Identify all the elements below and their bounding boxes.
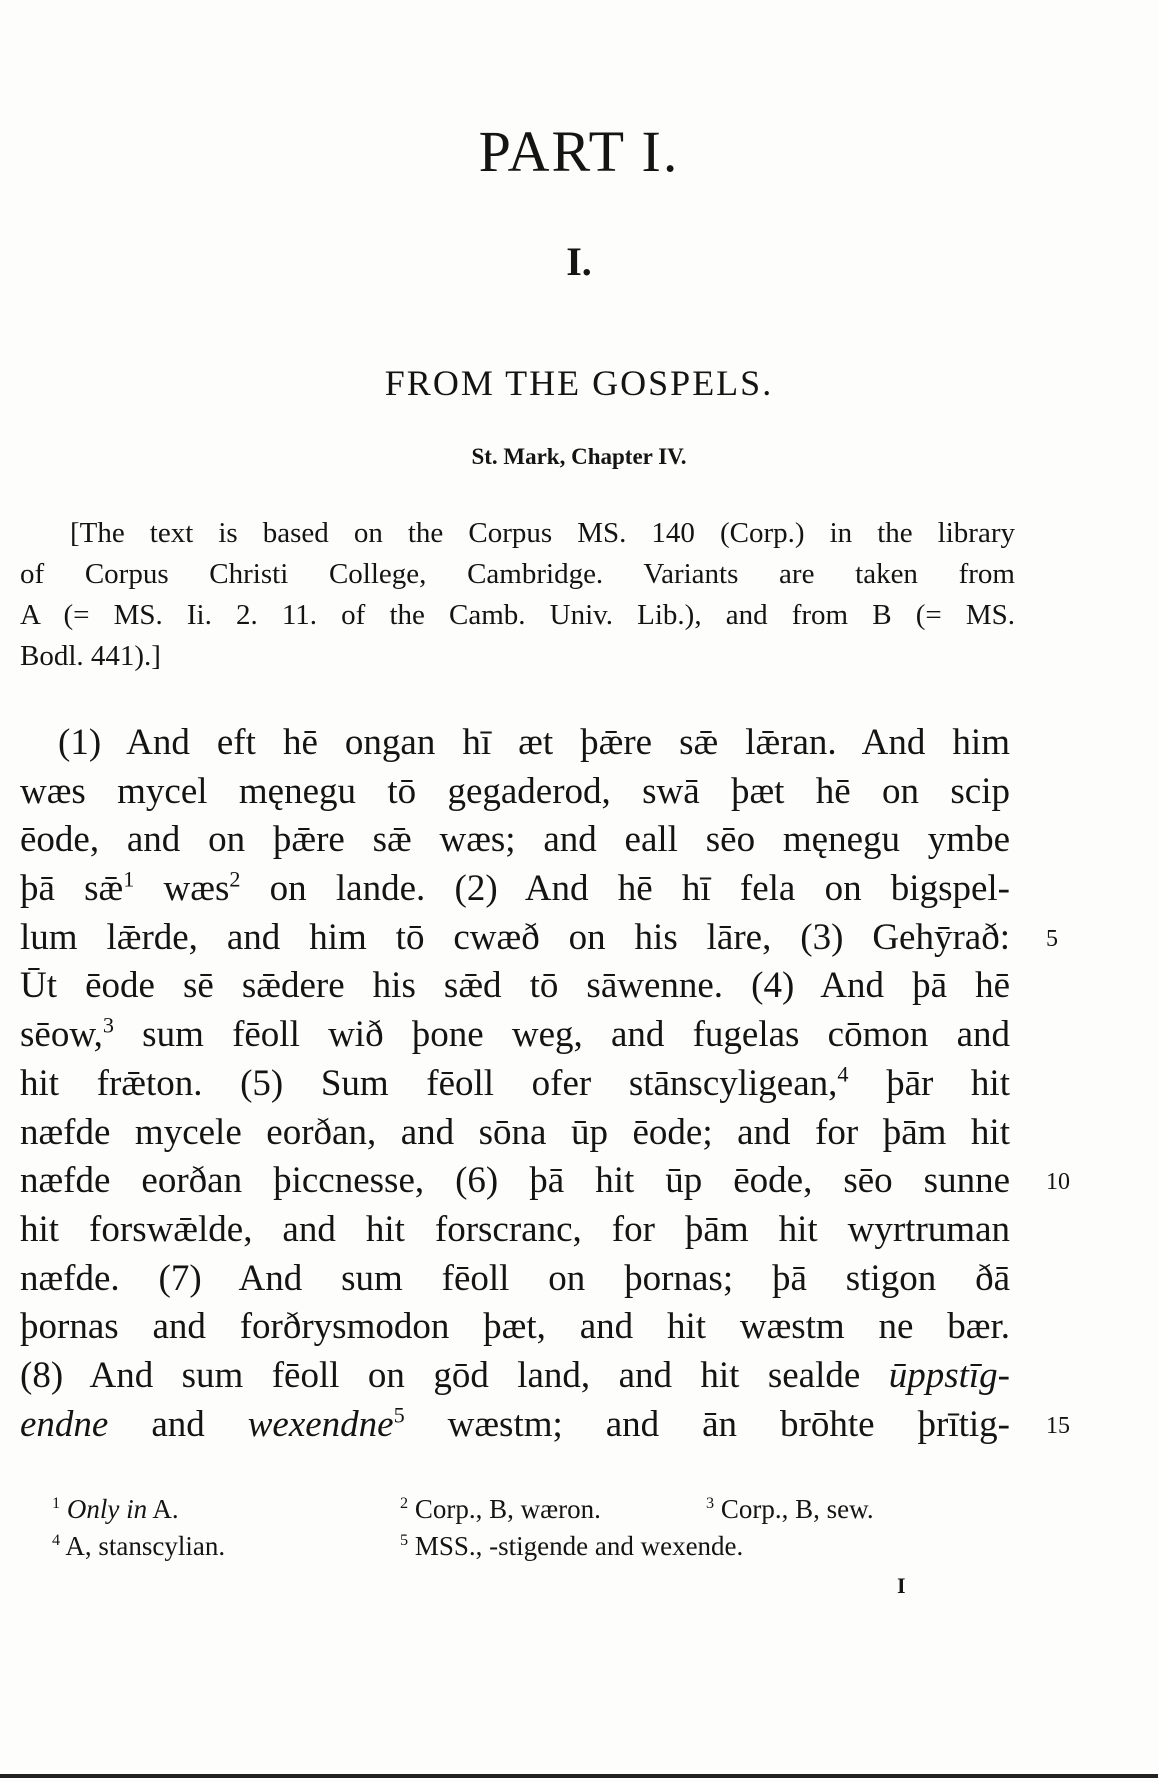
footnote-text: A. bbox=[147, 1494, 179, 1524]
text-segment: þār hit bbox=[848, 1062, 1010, 1104]
line-number: 10 bbox=[1046, 1169, 1070, 1196]
section-title: FROM THE GOSPELS. bbox=[384, 363, 774, 403]
text-segment: (1) And eft hē ongan hī æt þǣre sǣ lǣran. And him bbox=[58, 722, 1010, 763]
text-line bbox=[20, 1401, 1010, 1450]
intro-line: Bodl. 441).] bbox=[20, 640, 161, 672]
footnote-marker: 5 bbox=[400, 1531, 409, 1549]
text-segment: næfde mycele eorðan, and sōna ūp ēode; and for þām hit bbox=[20, 1111, 1010, 1153]
text-segment: sēow, bbox=[20, 1014, 103, 1056]
text-line bbox=[20, 1060, 1010, 1109]
text-segment: sum fēoll wið þone weg, and fugelas cōmon and bbox=[113, 1014, 1010, 1056]
footnote-reference: 1 bbox=[123, 866, 135, 892]
text-line bbox=[20, 914, 1010, 963]
text-segment: wæs bbox=[134, 868, 230, 910]
text-segment: (8) And sum fēoll on gōd land, and hit sealde bbox=[20, 1354, 889, 1396]
text-segment: hit forswǣlde, and hit forscranc, for þām hit wyrtruman bbox=[20, 1208, 1010, 1250]
intro-line: [The text is based on the Corpus MS. 140 (Corp.) in the library bbox=[70, 517, 1015, 549]
text-segment: þā sǣ bbox=[20, 868, 124, 910]
intro-line: A (= MS. Ii. 2. 11. of the Camb. Univ. Lib.), and from B (= MS. bbox=[20, 599, 1015, 631]
footnote-reference: 3 bbox=[102, 1012, 114, 1038]
text-line bbox=[20, 719, 1010, 768]
footnote-4 bbox=[52, 1531, 225, 1562]
footnote-text: MSS., -stigende and wexende. bbox=[414, 1531, 744, 1561]
footnote-text: Corp., B, sew. bbox=[720, 1494, 874, 1524]
text-line bbox=[20, 962, 1010, 1011]
intro-paragraph bbox=[20, 513, 1015, 677]
text-segment: lum lǣrde, and him tō cwæð on his lāre, (3) Gehȳrað: bbox=[20, 916, 1010, 958]
text-line bbox=[20, 1109, 1010, 1158]
text-line bbox=[20, 1157, 1010, 1206]
footnote-3 bbox=[706, 1494, 874, 1525]
text-segment: and bbox=[108, 1403, 248, 1445]
text-segment: Ūt ēode sē sǣdere his sǣd tō sāwenne. (4) And þā hē bbox=[20, 965, 1010, 1007]
text-segment: hit frǣton. (5) Sum fēoll ofer stānscyligean, bbox=[20, 1062, 838, 1104]
text-line bbox=[20, 1352, 1010, 1401]
footnote-marker: 3 bbox=[706, 1494, 715, 1512]
text-segment: næfde. (7) And sum fēoll on þornas; þā stigon ðā bbox=[20, 1257, 1010, 1299]
text-segment: endne bbox=[20, 1403, 109, 1445]
text-segment: ēode, and on þǣre sǣ wæs; and eall sēo męnegu ymbe bbox=[20, 819, 1010, 861]
line-number: 15 bbox=[1046, 1412, 1070, 1439]
text-segment: ūppstīg- bbox=[888, 1354, 1010, 1396]
text-segment: wæstm; and ān brōhte þrītig- bbox=[404, 1403, 1010, 1445]
page-number: I bbox=[897, 1573, 906, 1598]
footnote-1 bbox=[52, 1494, 179, 1525]
text-segment: þornas and forðrysmodon þæt, and hit wæstm ne bær. bbox=[20, 1306, 1010, 1348]
text-segment: wexendne bbox=[247, 1403, 394, 1445]
part-title: PART I. bbox=[478, 119, 680, 184]
footnote-reference: 5 bbox=[393, 1402, 405, 1428]
footnote-2 bbox=[400, 1494, 601, 1525]
text-segment: næfde eorðan þiccnesse, (6) þā hit ūp ēode, sēo sunne bbox=[20, 1160, 1010, 1202]
scan-edge-rule bbox=[0, 1774, 1158, 1778]
text-line bbox=[20, 768, 1010, 817]
text-segment: wæs mycel męnegu tō gegaderod, swā þæt hē on scip bbox=[20, 770, 1010, 812]
footnote-text: Corp., B, wæron. bbox=[414, 1494, 601, 1524]
text-line bbox=[20, 1011, 1010, 1060]
main-text bbox=[20, 719, 1010, 1449]
text-line bbox=[20, 865, 1010, 914]
footnote-marker: 2 bbox=[400, 1494, 409, 1512]
text-segment: on lande. (2) And hē hī fela on bigspel- bbox=[240, 868, 1011, 910]
footnote-marker: 1 bbox=[52, 1494, 61, 1512]
chapter-subtitle: St. Mark, Chapter IV. bbox=[471, 444, 687, 469]
text-line bbox=[20, 1255, 1010, 1304]
text-line bbox=[20, 816, 1010, 865]
footnote-5 bbox=[400, 1531, 743, 1562]
text-line bbox=[20, 1206, 1010, 1255]
footnote-reference: 4 bbox=[837, 1061, 849, 1087]
line-number: 5 bbox=[1046, 925, 1058, 952]
footnote-reference: 2 bbox=[229, 866, 241, 892]
text-line bbox=[20, 1303, 1010, 1352]
section-number: I. bbox=[566, 239, 592, 284]
footnote-marker: 4 bbox=[52, 1531, 61, 1549]
footnote-text: A, stanscylian. bbox=[65, 1531, 226, 1561]
footnote-text-italic: Only in bbox=[66, 1494, 148, 1524]
intro-line: of Corpus Christi College, Cambridge. Variants are taken from bbox=[20, 558, 1015, 590]
